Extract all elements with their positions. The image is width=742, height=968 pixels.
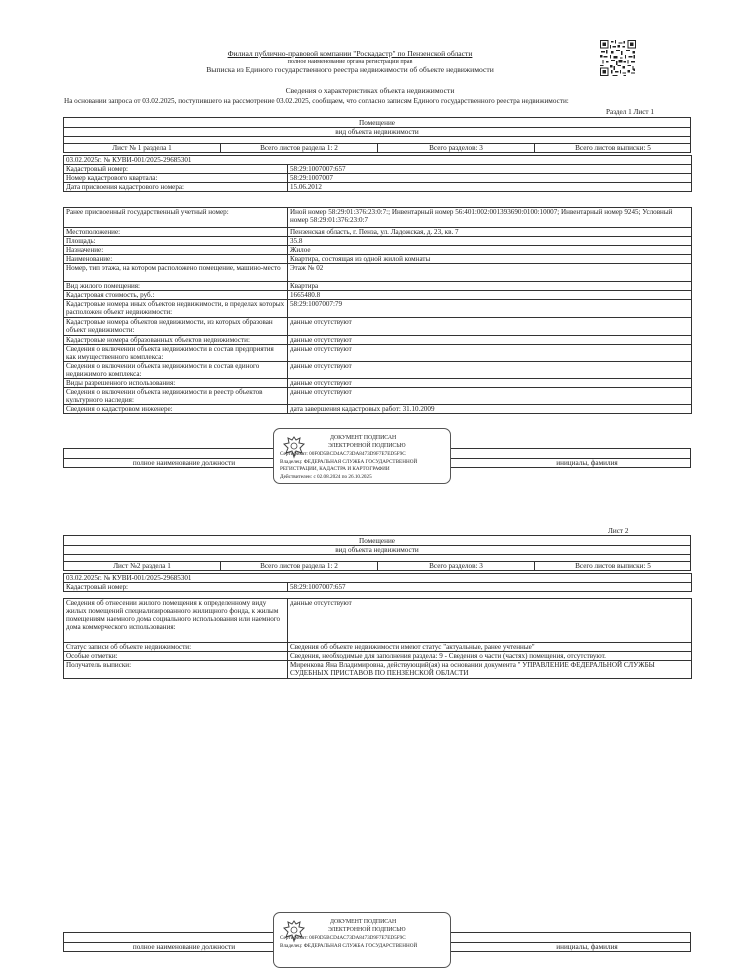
sheets-in-section: Всего листов раздела 1: 2 xyxy=(260,144,338,152)
table-row xyxy=(64,379,692,388)
row-label: Сведения о включении объекта недвижимости в состав единого недвижимого комплекса: xyxy=(64,362,288,379)
object-type: Помещение xyxy=(359,537,395,545)
row-value: данные отсутствуют xyxy=(288,388,692,405)
row-label: Площадь: xyxy=(64,237,288,246)
object-header-box xyxy=(63,117,691,153)
row-label: Статус записи об объекте недвижимости: xyxy=(64,643,288,652)
row-value: 1665480.8 xyxy=(288,291,692,300)
organization-caption: полное наименование органа регистрации прав xyxy=(287,58,413,65)
table-row xyxy=(64,282,692,291)
row-label: Дата присвоения кадастрового номера: xyxy=(64,183,288,192)
row-value: Пензенская область, г. Пенза, ул. Ладожская, д. 23, кв. 7 xyxy=(288,228,692,237)
row-label: Получатель выписки: xyxy=(64,661,288,679)
characteristics-table xyxy=(63,207,692,414)
row-value: Квартира xyxy=(288,282,692,291)
sheets-in-section: Всего листов раздела 1: 2 xyxy=(260,562,338,570)
document-number: 03.02.2025г. № КУВИ-001/2025-29685301 xyxy=(64,156,692,165)
row-label: Особые отметки: xyxy=(64,652,288,661)
initials-caption: инициалы, фамилия xyxy=(556,459,618,467)
row-label: Кадастровые номера иных объектов недвижимости, в пределах которых расположен объект недвижимости: xyxy=(64,300,288,318)
stamp-certificate: Сертификат: 00F0D5BCD4AC73DA8473D9F7E7ED5F9C xyxy=(280,935,406,941)
row-label: Местоположение: xyxy=(64,228,288,237)
row-value: данные отсутствуют xyxy=(288,379,692,388)
table-row xyxy=(64,599,692,643)
organization-name: Филиал публично-правовой компании "Роскадастр" по Пензенской области xyxy=(227,49,473,58)
table-row xyxy=(64,174,692,183)
coat-of-arms-icon xyxy=(282,919,306,945)
table-row xyxy=(64,300,692,318)
row-label: Кадастровые номера образованных объектов недвижимости: xyxy=(64,336,288,345)
table-row xyxy=(64,345,692,362)
row-value: Миренкова Яна Владимировна, действующий(ая) на основании документа " УПРАВЛЕНИЕ ФЕДЕРАЛЬНОЙ СЛУЖБЫ СУДЕБНЫХ ПРИСТАВОВ ПО ПЕНЗЕНСКОЙ ОБЛАСТИ xyxy=(288,661,692,679)
sections-total: Всего разделов: 3 xyxy=(429,562,483,570)
table-row xyxy=(64,255,692,264)
table-row xyxy=(64,228,692,237)
row-label: Номер, тип этажа, на котором расположено помещение, машино-место xyxy=(64,264,288,282)
basis-text: На основании запроса от 03.02.2025, поступившего на рассмотрение 03.02.2025, сообщаем, что согласно записям Единого государственного реестра недвижимости: xyxy=(64,97,569,105)
document-subtitle: Сведения о характеристиках объекта недвижимости xyxy=(285,86,455,95)
sheet-2-label: Лист 2 xyxy=(608,527,629,535)
table-row xyxy=(64,661,692,679)
qr-code-icon xyxy=(600,40,636,76)
coat-of-arms-icon xyxy=(282,435,306,461)
row-label: Сведения об отнесении жилого помещения к определенному виду жилых помещений специализированного жилищного фонда, к жилым помещениям наемного дома социального использования или наемного дома коммерческого использования: xyxy=(64,599,288,643)
stamp-owner-2: РЕГИСТРАЦИИ, КАДАСТРА И КАРТОГРАФИИ xyxy=(280,466,390,472)
row-label: Вид жилого помещения: xyxy=(64,282,288,291)
table-row xyxy=(64,652,692,661)
row-value: 58:29:1007007:79 xyxy=(288,300,692,318)
document-title: Выписка из Единого государственного реестра недвижимости об объекте недвижимости xyxy=(206,65,494,74)
section-label: Раздел 1 Лист 1 xyxy=(606,108,654,116)
object-type: Помещение xyxy=(359,119,395,127)
row-label: Сведения о включении объекта недвижимости в состав предприятия как имущественного комплекса: xyxy=(64,345,288,362)
initials-caption: инициалы, фамилия xyxy=(556,943,618,951)
row-value: дата завершения кадастровых работ: 31.10.2009 xyxy=(288,405,692,414)
row-value: Сведения, необходимые для заполнения раздела: 9 - Сведения о части (частях) помещения, отсутствуют. xyxy=(288,652,692,661)
stamp-certificate: Сертификат: 00F0D5BCD4AC73DA8473D9F7E7ED5F9C xyxy=(280,451,406,457)
table-row xyxy=(64,208,692,228)
row-label: Сведения о кадастровом инженере: xyxy=(64,405,288,414)
row-value: 58:29:1007007:657 xyxy=(288,165,692,174)
table-row xyxy=(64,183,692,192)
document-number: 03.02.2025г. № КУВИ-001/2025-29685301 xyxy=(64,574,692,583)
table-row xyxy=(64,583,692,592)
position-caption: полное наименование должности xyxy=(132,943,236,951)
sections-total: Всего разделов: 3 xyxy=(429,144,483,152)
table-row xyxy=(64,318,692,336)
row-value: 58:29:1007007:657 xyxy=(288,583,692,592)
row-value: Квартира, состоящая из одной жилой комнаты xyxy=(288,255,692,264)
object-header-box-2 xyxy=(63,535,691,571)
table-row xyxy=(64,264,692,282)
basic-info-table xyxy=(63,155,692,192)
row-label: Кадастровый номер: xyxy=(64,583,288,592)
characteristics-table-2 xyxy=(63,598,692,679)
row-value: данные отсутствуют xyxy=(288,318,692,336)
object-type-caption: вид объекта недвижимости xyxy=(335,128,419,136)
row-value: 15.06.2012 xyxy=(288,183,692,192)
position-caption: полное наименование должности xyxy=(132,459,236,467)
stamp-owner: Владелец: ФЕДЕРАЛЬНАЯ СЛУЖБА ГОСУДАРСТВЕННОЙ xyxy=(280,943,418,949)
row-value: данные отсутствуют xyxy=(288,362,692,379)
row-value: Сведения об объекте недвижимости имеют статус "актуальные, ранее учтенные" xyxy=(288,643,692,652)
stamp-title-2: ЭЛЕКТРОННОЙ ПОДПИСЬЮ xyxy=(328,927,406,933)
sheet-number: Лист №2 раздела 1 xyxy=(113,562,171,570)
sheet-number: Лист № 1 раздела 1 xyxy=(112,144,172,152)
basic-info-table-2 xyxy=(63,573,692,592)
row-value: Жилое xyxy=(288,246,692,255)
row-label: Сведения о включении объекта недвижимости в реестр объектов культурного наследия: xyxy=(64,388,288,405)
table-row xyxy=(64,336,692,345)
table-row xyxy=(64,165,692,174)
sheets-total: Всего листов выписки: 5 xyxy=(575,562,651,570)
electronic-signature-stamp xyxy=(273,428,451,484)
row-label: Кадастровая стоимость, руб.: xyxy=(64,291,288,300)
sheets-total: Всего листов выписки: 5 xyxy=(575,144,651,152)
row-label: Номер кадастрового квартала: xyxy=(64,174,288,183)
table-row xyxy=(64,643,692,652)
table-row xyxy=(64,246,692,255)
row-value: данные отсутствуют xyxy=(288,345,692,362)
row-value: 58:29:1007007 xyxy=(288,174,692,183)
table-row xyxy=(64,362,692,379)
object-type-caption: вид объекта недвижимости xyxy=(335,546,419,554)
stamp-title-2: ЭЛЕКТРОННОЙ ПОДПИСЬЮ xyxy=(328,443,406,449)
stamp-title: ДОКУМЕНТ ПОДПИСАН xyxy=(330,435,397,441)
stamp-validity: Действителен: с 02.08.2024 по 26.10.2025 xyxy=(280,474,372,480)
row-label: Наименование: xyxy=(64,255,288,264)
table-row xyxy=(64,291,692,300)
row-label: Кадастровый номер: xyxy=(64,165,288,174)
row-label: Кадастровые номера объектов недвижимости, из которых образован объект недвижимости: xyxy=(64,318,288,336)
stamp-owner: Владелец: ФЕДЕРАЛЬНАЯ СЛУЖБА ГОСУДАРСТВЕННОЙ xyxy=(280,459,418,465)
row-value: Иной номер 58:29:01:376:23:0:7:; Инвентарный номер 56:401:002:001393690:0100:10007; Инвентарный номер 9245; Условный номер 58:29:01:376:23:0:7 xyxy=(288,208,692,228)
row-value: данные отсутствуют xyxy=(288,336,692,345)
row-label: Виды разрешенного использования: xyxy=(64,379,288,388)
row-value: Этаж № 02 xyxy=(288,264,692,282)
table-row xyxy=(64,405,692,414)
row-label: Ранее присвоенный государственный учетный номер: xyxy=(64,208,288,228)
row-label: Назначение: xyxy=(64,246,288,255)
row-value: данные отсутствуют xyxy=(288,599,692,643)
table-row xyxy=(64,388,692,405)
table-row xyxy=(64,237,692,246)
stamp-title: ДОКУМЕНТ ПОДПИСАН xyxy=(330,919,397,925)
row-value: 35.8 xyxy=(288,237,692,246)
